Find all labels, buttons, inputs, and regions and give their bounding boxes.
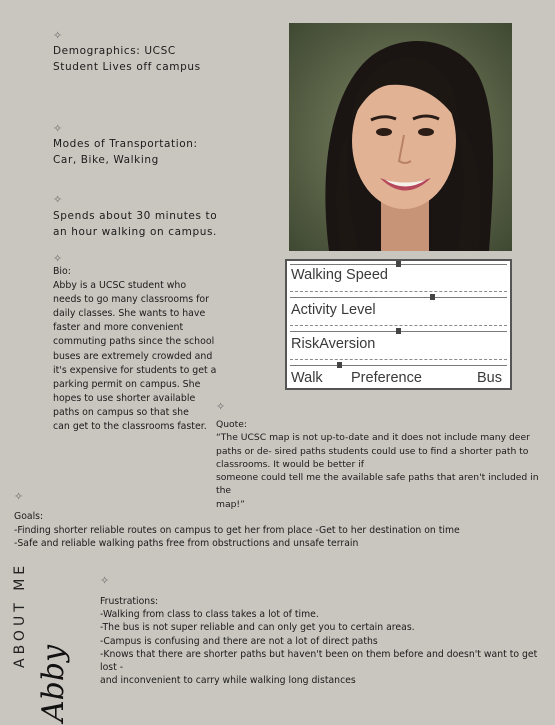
transport-line2: Car, Bike, Walking	[53, 153, 159, 166]
persona-name: Abby	[36, 644, 71, 722]
demographics-line1: Demographics: UCSC	[53, 45, 176, 57]
activity-level-marker	[430, 294, 435, 300]
walking-speed-dashes	[290, 291, 507, 292]
frustrations-line: -Walking from class to class takes a lot of time.	[100, 609, 319, 621]
bio-line: it's expensive for students to get a	[53, 364, 217, 376]
bio-line: needs to go many classrooms for	[53, 294, 209, 306]
sparkle-icon: ✧	[216, 400, 226, 413]
sparkle-icon: ✧	[100, 574, 110, 587]
time-line1: Spends about 30 minutes to	[53, 210, 218, 222]
quote-line: “The UCSC map is not up-to-date and it does not include many deer	[216, 432, 530, 444]
quote-line: paths or de- sired paths students could use to find a shorter path to	[216, 445, 529, 457]
sparkle-icon: ✧	[53, 193, 63, 206]
sparkle-icon: ✧	[14, 490, 24, 503]
quote-label: Quote:	[216, 419, 248, 430]
goals-block	[14, 510, 544, 551]
attribute-sliders	[285, 259, 512, 390]
bio-line: paths on campus so that she	[53, 406, 189, 418]
preference-marker	[337, 362, 342, 368]
quote-block	[216, 418, 554, 511]
sparkle-icon: ✧	[53, 29, 63, 42]
bio-line: faster and more convenient	[53, 322, 184, 334]
preference-label: Preference	[351, 370, 422, 386]
frustrations-block	[100, 595, 550, 687]
persona-photo	[289, 23, 512, 251]
bio-line: parking permit on campus. She	[53, 378, 201, 390]
bio-line: Abby is a UCSC student who	[53, 280, 187, 292]
bio-line: commuting paths since the school	[53, 336, 215, 348]
activity-level-track	[290, 297, 507, 298]
goals-line: -Safe and reliable walking paths free from obstructions and unsafe terrain	[14, 538, 359, 549]
frustrations-line: and inconvenient to carry while walking long distances	[100, 675, 356, 687]
sparkle-icon: ✧	[53, 122, 63, 135]
sparkle-icon: ✧	[53, 252, 63, 265]
frustrations-line: -Campus is confusing and there are not a lot of direct paths	[100, 635, 378, 647]
portrait-illustration	[289, 23, 512, 251]
risk-aversion-label: RiskAversion	[291, 336, 376, 352]
frustrations-label: Frustrations:	[100, 596, 159, 607]
preference-walk-label: Walk	[291, 370, 323, 386]
walking-speed-marker	[396, 261, 401, 267]
preference-track	[290, 365, 507, 366]
quote-line: classrooms. It would be better if	[216, 458, 364, 470]
time-block	[53, 209, 217, 240]
about-me-heading: ABOUT ME	[12, 561, 28, 668]
goals-label: Goals:	[14, 511, 44, 522]
transport-line1: Modes of Transportation:	[53, 138, 198, 150]
bio-line: daily classes. She wants to have	[53, 308, 206, 320]
activity-level-label: Activity Level	[291, 302, 376, 318]
time-line2: an hour walking on campus.	[53, 225, 217, 238]
preference-bus-label: Bus	[477, 370, 502, 386]
bio-line: can get to the classrooms faster.	[53, 421, 207, 433]
bio-line: hopes to use shorter available	[53, 392, 196, 404]
risk-aversion-marker	[396, 328, 401, 334]
bio-block	[53, 265, 218, 434]
demographics-block	[53, 44, 201, 75]
walking-speed-label: Walking Speed	[291, 267, 388, 283]
frustrations-line: -The bus is not super reliable and can only get you to certain areas.	[100, 622, 415, 634]
quote-line: someone could tell me the available safe paths that aren't included in the	[216, 472, 539, 497]
demographics-line2: Student Lives off campus	[53, 60, 201, 73]
activity-level-dashes	[290, 325, 507, 326]
quote-line: map!”	[216, 498, 245, 510]
risk-aversion-dashes	[290, 359, 507, 360]
bio-line: buses are extremely crowded and	[53, 350, 213, 362]
goals-line: -Finding shorter reliable routes on campus to get her from place -Get to her destination on time	[14, 524, 460, 536]
frustrations-line: -Knows that there are shorter paths but haven't been on them before and doesn't want to get lost -	[100, 648, 538, 674]
transport-block	[53, 137, 198, 168]
bio-label: Bio:	[53, 266, 71, 277]
